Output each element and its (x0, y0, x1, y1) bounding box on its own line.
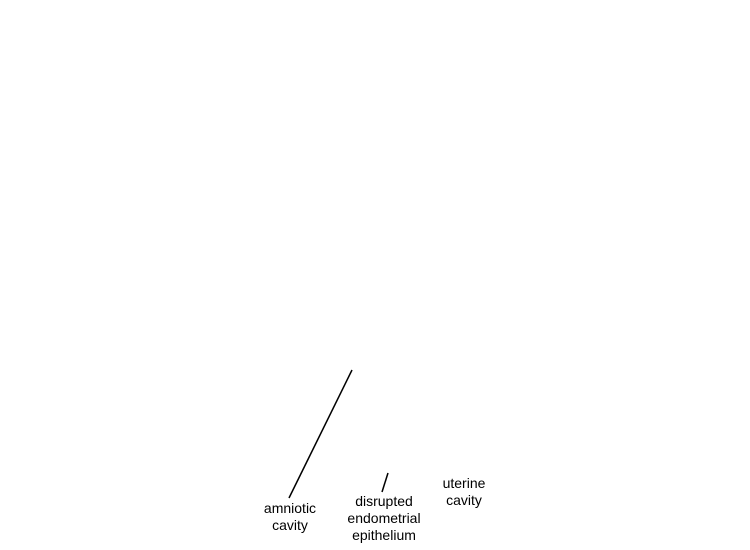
amniotic-cavity-label-line-1: amniotic (263, 500, 317, 516)
disrupted-endometrial-epithelium-label-line-3: epithelium (352, 527, 416, 543)
disrupted-endometrial-epithelium-label (334, 493, 434, 544)
uterine-cavity-label (424, 475, 504, 509)
amniotic-cavity-label-line-2: cavity (272, 517, 308, 533)
disrupted-endometrial-epithelium-label-line-2: endometrial (347, 510, 421, 526)
uterine-cavity-label-line-2: cavity (446, 492, 482, 508)
disrupted-endometrial-epithelium-leader-line (382, 473, 388, 492)
uterine-cavity-label-line-1: uterine (442, 475, 486, 491)
amniotic-cavity-leader-line (289, 370, 352, 498)
amniotic-cavity-label (250, 500, 330, 534)
disrupted-endometrial-epithelium-label-line-1: disrupted (355, 493, 413, 509)
